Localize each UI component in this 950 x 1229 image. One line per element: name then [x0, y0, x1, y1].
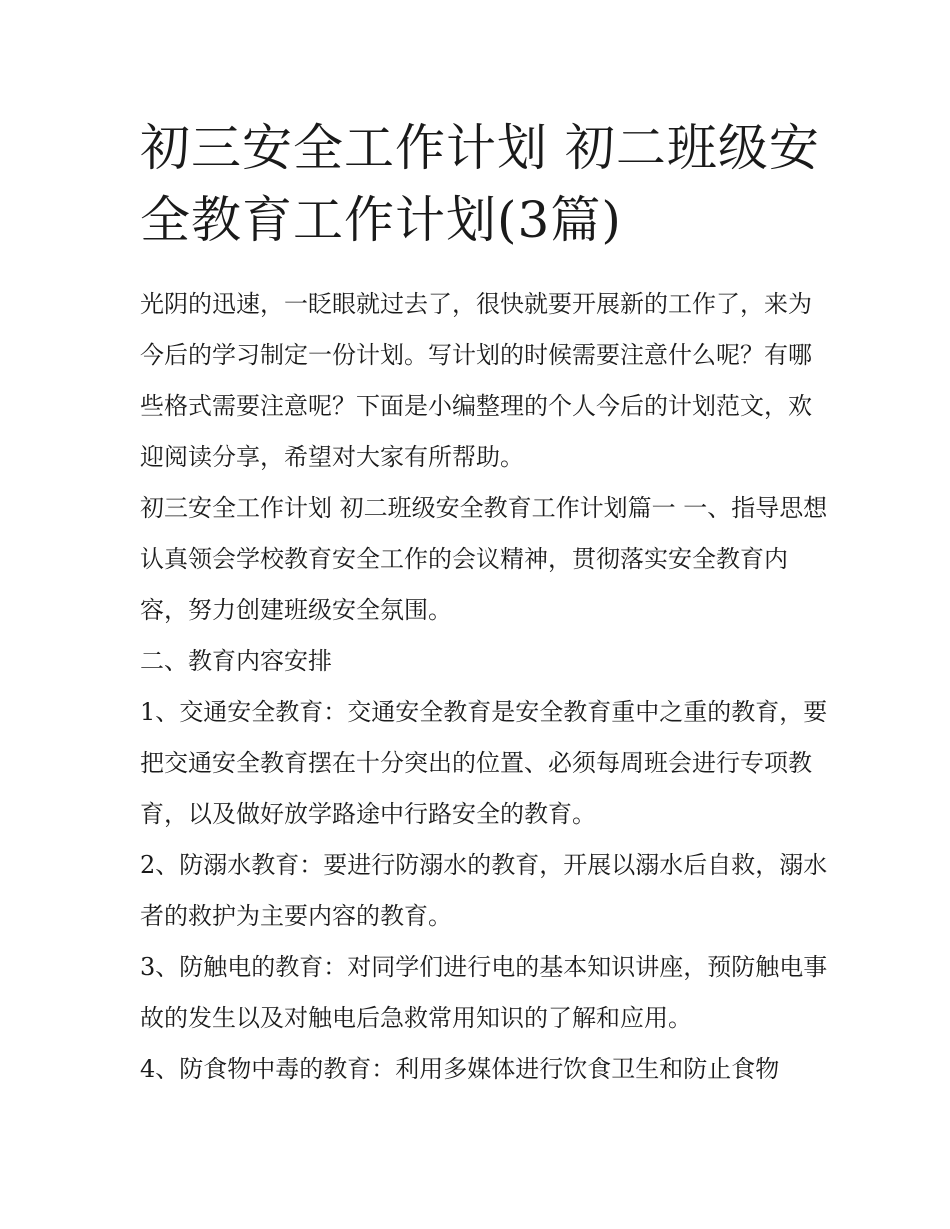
section-heading-education-content: 二、教育内容安排 [140, 647, 332, 675]
traffic-safety-paragraph: 1、交通安全教育：交通安全教育是安全教育重中之重的教育，要把交通安全教育摆在十分突出的位置、必须每周班会进行专项教育，以及做好放学路途中行路安全的教育。 [140, 698, 828, 828]
food-poisoning-prevention-paragraph: 4、防食物中毒的教育：利用多媒体进行饮食卫生和防止食物 [140, 1055, 780, 1083]
document-title: 初三安全工作计划 初二班级安全教育工作计划(3篇) [140, 119, 820, 249]
document-body [140, 279, 830, 1095]
plan-section-one-paragraph: 初三安全工作计划 初二班级安全教育工作计划篇一 一、指导思想 认真领会学校教育安全工作的会议精神，贯彻落实安全教育内容，努力创建班级安全氛围。 [140, 494, 828, 624]
electric-shock-prevention-paragraph: 3、防触电的教育：对同学们进行电的基本知识讲座，预防触电事故的发生以及对触电后急救常用知识的了解和应用。 [140, 953, 828, 1032]
intro-paragraph: 光阴的迅速，一眨眼就过去了，很快就要开展新的工作了，来为今后的学习制定一份计划。写计划的时候需要注意什么呢？有哪些格式需要注意呢？下面是小编整理的个人今后的计划范文，欢迎阅读分享，希望对大家有所帮助。 [140, 290, 812, 471]
drowning-prevention-paragraph: 2、防溺水教育：要进行防溺水的教育，开展以溺水后自救，溺水者的救护为主要内容的教育。 [140, 851, 828, 930]
